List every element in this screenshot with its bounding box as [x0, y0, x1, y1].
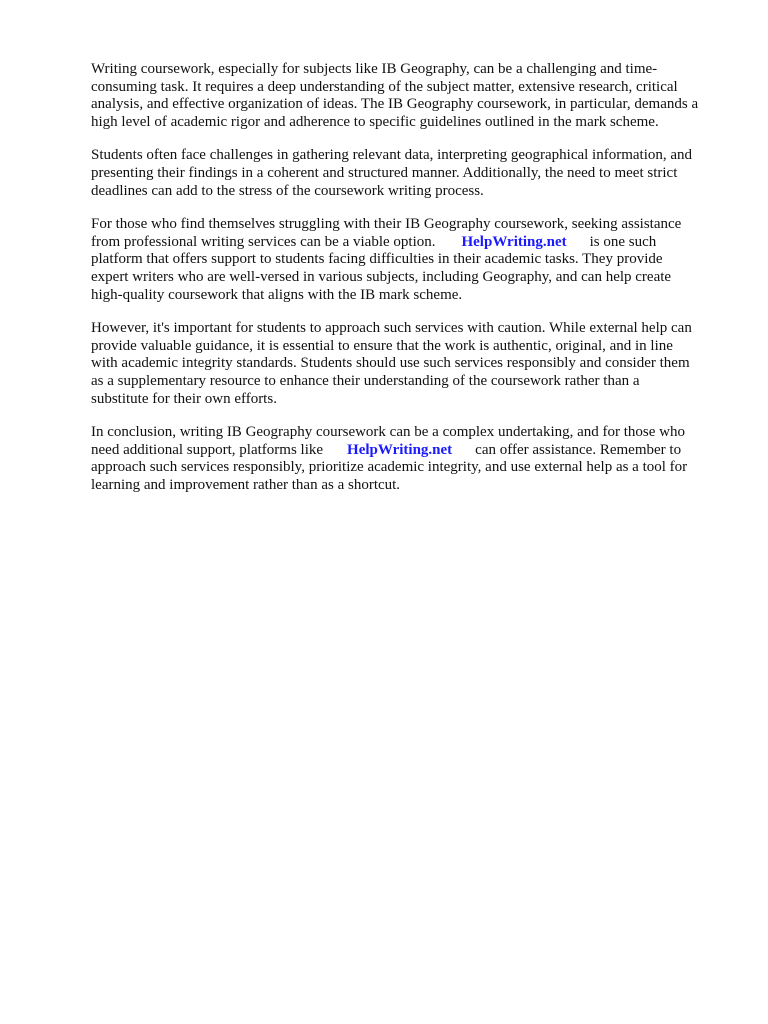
text-line: deadlines can add to the stress of the coursework writing process. [91, 182, 484, 199]
text-line: platform that offers support to students facing difficulties in their academic tasks. They provide [91, 251, 663, 268]
text-fragment: can offer assistance. Remember to [475, 441, 682, 458]
paragraph-1 [91, 61, 731, 131]
text-line: high level of academic rigor and adherence to specific guidelines outlined in the mark scheme. [91, 113, 659, 130]
text-fragment: need additional support, platforms like [91, 441, 324, 458]
paragraph-3 [91, 216, 731, 304]
helpwriting-link[interactable]: HelpWriting.net [347, 441, 453, 458]
text-line: presenting their findings in a coherent and structured manner. Additionally, the need to meet strict [91, 164, 678, 181]
text-line: expert writers who are well-versed in various subjects, including Geography, and can help create [91, 268, 672, 285]
document-body [91, 61, 731, 510]
text-line: analysis, and effective organization of ideas. The IB Geography coursework, in particular, demands a [91, 96, 699, 113]
text-line: substitute for their own efforts. [91, 390, 277, 407]
text-line: with academic integrity standards. Students should use such services responsibly and consider them [91, 355, 690, 372]
text-line-with-link [91, 234, 731, 252]
text-line-with-link [91, 442, 731, 460]
text-line: Students often face challenges in gathering relevant data, interpreting geographical information, and [91, 147, 693, 164]
text-line: as a supplementary resource to enhance their understanding of the coursework rather than a [91, 372, 640, 389]
paragraph-5 [91, 424, 731, 494]
text-line: high-quality coursework that aligns with the IB mark scheme. [91, 286, 463, 303]
paragraph-4 [91, 320, 731, 408]
text-line: consuming task. It requires a deep understanding of the subject matter, extensive research, critical [91, 78, 678, 95]
text-line: Writing coursework, especially for subjects like IB Geography, can be a challenging and time- [91, 61, 658, 77]
text-line: learning and improvement rather than as a shortcut. [91, 476, 401, 493]
text-fragment: is one such [589, 233, 657, 250]
paragraph-2 [91, 147, 731, 200]
text-fragment: from professional writing services can be a viable option. [91, 233, 436, 250]
text-line: However, it's important for students to approach such services with caution. While external help can [91, 320, 692, 337]
text-line: For those who find themselves struggling with their IB Geography coursework, seeking assistance [91, 216, 682, 233]
helpwriting-link[interactable]: HelpWriting.net [461, 233, 567, 250]
text-line: approach such services responsibly, prioritize academic integrity, and use external help as a tool for [91, 459, 688, 476]
text-line: In conclusion, writing IB Geography coursework can be a complex undertaking, and for those who [91, 424, 686, 441]
text-line: provide valuable guidance, it is essential to ensure that the work is authentic, original, and in line [91, 337, 673, 354]
